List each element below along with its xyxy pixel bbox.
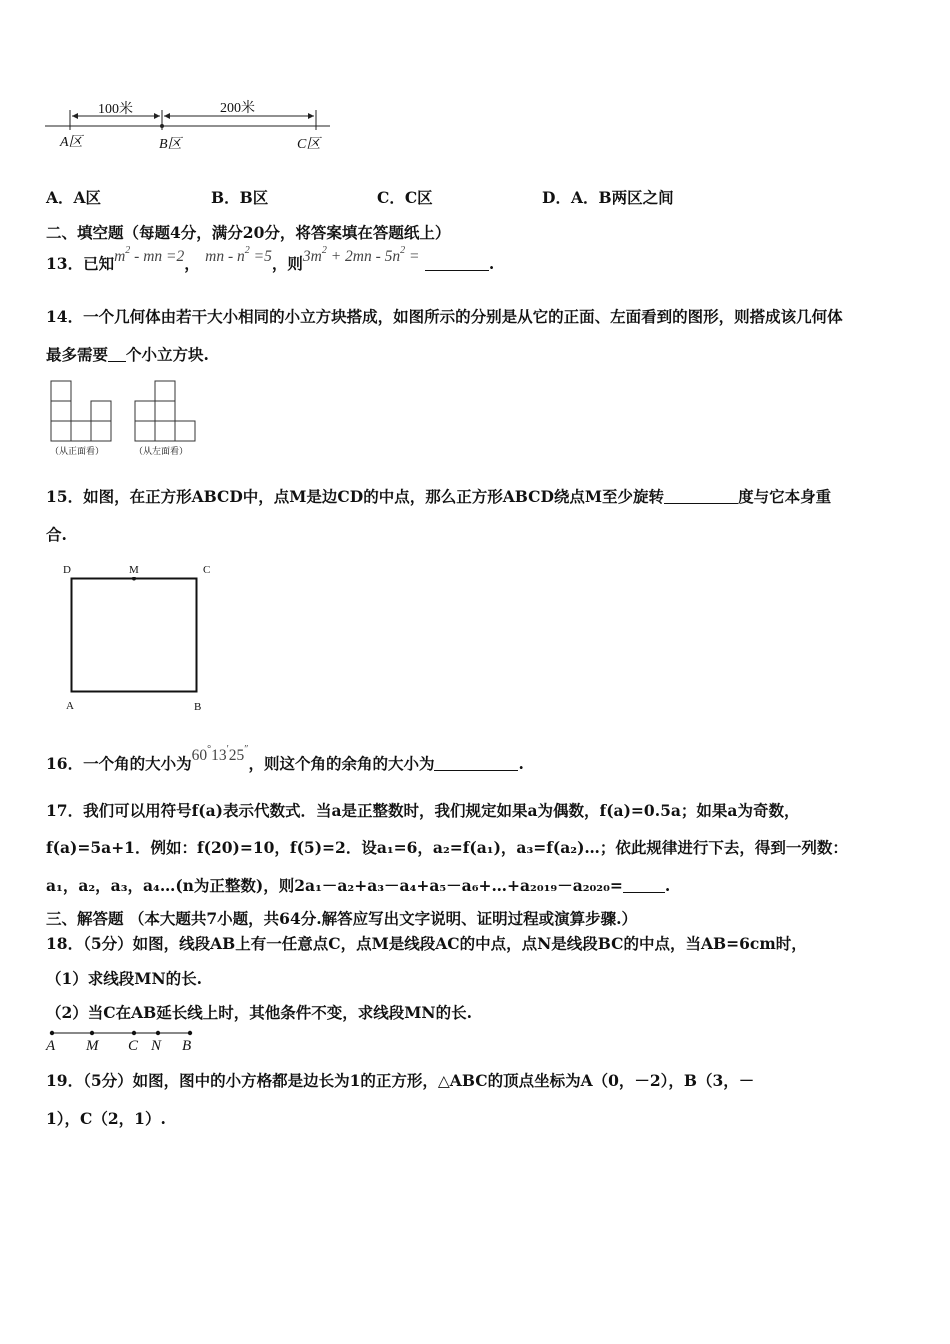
choice-b: B．B区: [211, 188, 269, 207]
section-3-title: 三、解答题 （本大题共7小题，共64分.解答应写出文字说明、证明过程或演算步骤.）: [46, 909, 638, 928]
q16-angle-sec: 25: [228, 747, 245, 764]
distance-figure: [40, 92, 340, 156]
left-view-caption: （从左面看）: [134, 446, 189, 456]
left-view-figure: [134, 380, 198, 444]
q17-end: .: [664, 876, 671, 895]
question-14-line-1: 14．一个几何体由若干大小相同的小立方块搭成，如图所示的分别是从它的正面、左面看到的图形，则搭成该几何体: [46, 307, 843, 326]
q13-expr-1: $m^2$ - mn =2: [114, 245, 185, 265]
q16-end: .: [518, 754, 524, 773]
question-18-line-2: （1）求线段MN的长.: [46, 969, 203, 988]
q14-answer-blank: [108, 346, 126, 362]
q14-text-a: 最多需要: [46, 345, 109, 364]
segment-label-m: M: [86, 1038, 99, 1054]
q13-expr-3: $3m^2 + 2mn - 5n^2$ =: [302, 245, 420, 265]
q16-angle-min: 13: [211, 747, 227, 764]
q13-expr-2: mn - $n^2 =5$: [205, 245, 272, 265]
segment-label-n: N: [151, 1038, 162, 1054]
question-19-line-2: 1），C（2，1）.: [46, 1109, 166, 1128]
question-16: [46, 744, 524, 774]
q16-prefix: 16．一个角的大小为: [46, 754, 192, 773]
question-18-line-1: 18．（5分）如图，线段AB上有一任意点C，点M是线段AC的中点，点N是线段BC的中点，当AB=6cm时，: [46, 934, 807, 953]
square-label-a: A: [66, 700, 74, 712]
distance-label-100: 100米: [98, 102, 133, 117]
q16-angle: 60°13′25″: [191, 744, 249, 764]
q17-text: a₁，a₂，a₃，a₄…(n为正整数)，则2a₁－a₂+a₃－a₄+a₅－a₆+…+a₂₀₁₉－a₂₀₂₀=: [46, 876, 623, 895]
question-14-line-2: [46, 343, 209, 365]
section-2-title: 二、填空题（每题4分，满分20分，将答案填在答题纸上）: [46, 223, 451, 242]
square-label-b: B: [194, 701, 202, 713]
zone-a-label: A区: [60, 135, 83, 150]
question-17-line-2: f(a)=5a+1．例如：f(20)=10，f(5)=2．设a₁=6，a₂=f(a₁)，a₃=f(a₂)…；依此规律进行下去，得到一列数：: [46, 838, 848, 857]
question-13: [46, 245, 495, 274]
q17-answer-blank: [623, 877, 665, 893]
square-label-m: M: [129, 564, 139, 576]
segment-label-c: C: [128, 1038, 139, 1054]
question-17-line-3: [46, 874, 670, 896]
zone-b-label: B区: [159, 137, 182, 152]
zone-c-label: C区: [297, 137, 321, 152]
question-15-line-2: 合.: [46, 525, 67, 544]
q15-answer-blank: [664, 488, 738, 504]
q13-comma: ，: [184, 254, 200, 273]
segment-amcnb-figure: [44, 1026, 196, 1040]
q14-text-b: 个小立方块.: [126, 345, 209, 364]
q13-end: .: [488, 254, 495, 273]
q13-answer-blank: [425, 255, 489, 271]
question-15-line-1: [46, 485, 831, 507]
front-view-caption: （从正面看）: [50, 446, 105, 456]
segment-label-a: A: [46, 1038, 56, 1054]
question-17-line-1: 17．我们可以用符号f(a)表示代数式．当a是正整数时，我们规定如果a为偶数，f(a)=0.5a；如果a为奇数，: [46, 801, 800, 820]
question-18-line-3: （2）当C在AB延长线上时，其他条件不变，求线段MN的长.: [46, 1003, 472, 1022]
q15-text-a: 15．如图，在正方形ABCD中，点M是边CD的中点，那么正方形ABCD绕点M至少旋转: [46, 487, 665, 506]
choice-a: A．A区: [46, 188, 102, 207]
q16-angle-deg: 60: [191, 747, 208, 764]
q13-prefix: 13．已知: [46, 254, 115, 273]
q13-then: ，则: [271, 254, 303, 273]
front-view-figure: [50, 380, 114, 444]
square-abcd-figure: [70, 577, 200, 693]
square-label-d: D: [63, 564, 71, 576]
segment-label-b: B: [182, 1038, 192, 1054]
q15-text-b: 度与它本身重: [738, 487, 832, 506]
choice-d: D．A．B两区之间: [542, 188, 674, 207]
square-label-c: C: [203, 564, 211, 576]
question-19-line-1: 19．（5分）如图，图中的小方格都是边长为1的正方形，△ABC的顶点坐标为A（0，－2），B（3，－: [46, 1071, 755, 1090]
distance-label-200: 200米: [220, 101, 255, 116]
q16-answer-blank: [434, 755, 518, 771]
q16-suffix: ，则这个角的余角的大小为: [248, 754, 435, 773]
choice-c: C．C区: [377, 188, 433, 207]
